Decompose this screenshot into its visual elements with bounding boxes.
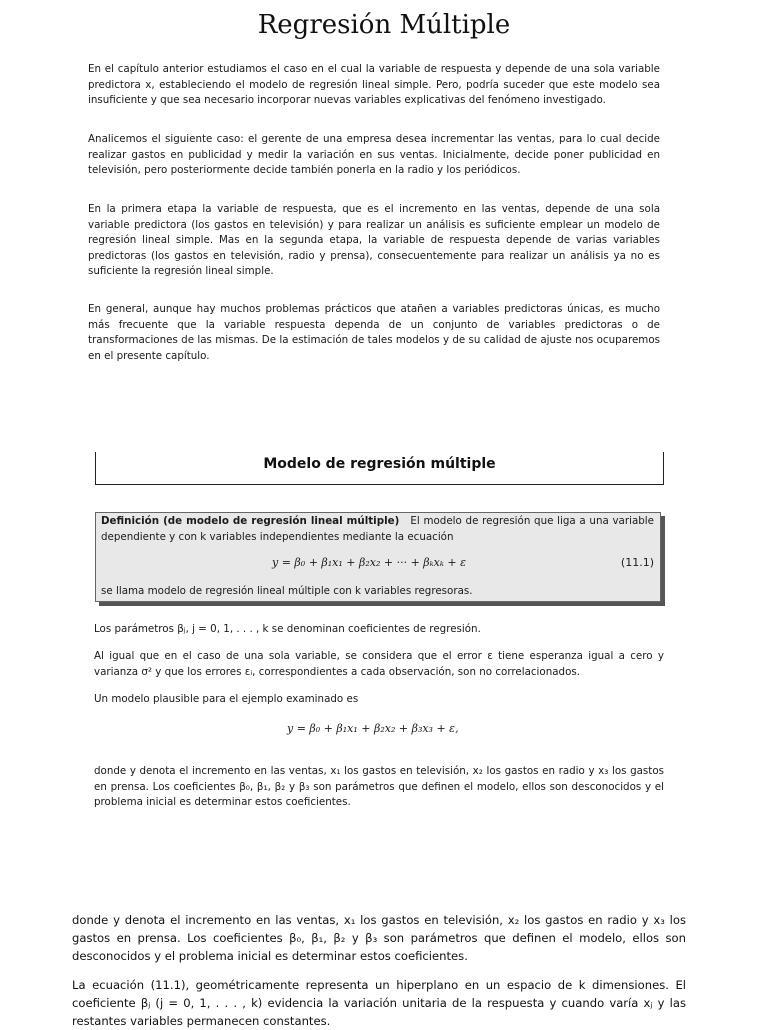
definition-heading: Definición (de modelo de regresión lineal múltiple) [101,515,400,527]
definition-text-2: se llama modelo de regresión lineal múltiple con k variables regresoras. [101,585,473,597]
body-paragraph-parameters: Los parámetros βⱼ, j = 0, 1, . . . , k se denominan coeficientes de regresión. [94,623,481,635]
intro-paragraph-3: En la primera etapa la variable de respuesta, que es el incremento en las ventas, depende de una sola variable predictora (los gastos en televisión) y para realizar un análisis es suficiente emplear un modelo de regresión lineal simple. Mas en la segunda etapa, la variable de respuesta depende de varias variables predictoras (los gastos en televisión, radio y prensa), consecuentemente para realizar un análisis ya no es suficiente la regresión lineal simple. [88,203,660,277]
intro-paragraph-2: Analicemos el siguiente caso: el gerente de una empresa desea incrementar las ventas, para lo cual decide realizar gastos en publicidad y medir la variación en sus ventas. Inicialmente, decide poner publicidad en televisión, pero posteriormente decide también ponerla en la radio y los periódicos. [88,133,660,176]
bottom-paragraph-hyperplane: La ecuación (11.1), geométricamente representa un hiperplano en un espacio de k dimensiones. El coeficiente βⱼ (j = 0, 1, . . . , k) evidencia la variación unitaria de la respuesta y cuando varía xⱼ y las restantes variables permanecen constantes. [72,978,686,1028]
body-paragraph-model-intro: Un modelo plausible para el ejemplo examinado es [94,693,359,705]
body-paragraph-error: Al igual que en el caso de una sola variable, se considera que el error ε tiene esperanza igual a cero y varianza σ² y que los errores εᵢ, correspondientes a cada observación, son no correlacionados. [94,650,664,678]
page-title: Regresión Múltiple [257,10,511,40]
section-title: Modelo de regresión múltiple [263,456,496,472]
model-equation: y = β₀ + β₁x₁ + β₂x₂ + β₃x₃ + ε, [287,722,459,735]
bottom-paragraph-variables: donde y denota el incremento en las ventas, x₁ los gastos en televisión, x₂ los gastos en radio y x₃ los gastos en prensa. Los coeficientes β₀, β₁, β₂ y β₃ son parámetros que definen el modelo, ellos son desconocidos y el problema inicial es determinar estos coeficientes. [72,913,686,963]
definition-intro [101,514,654,545]
intro-paragraph-4: En general, aunque hay muchos problemas prácticos que atañen a variables predictoras únicas, es mucho más frecuente que la variable respuesta dependa de un conjunto de variables predictoras o de transformaciones de las mismas. De la estimación de tales modelos y de su calidad de ajuste nos ocuparemos en el presente capítulo. [88,303,660,362]
definition-box [95,512,661,602]
body-paragraph-variables: donde y denota el incremento en las ventas, x₁ los gastos en televisión, x₂ los gastos en radio y x₃ los gastos en prensa. Los coeficientes β₀, β₁, β₂ y β₃ son parámetros que definen el modelo, ellos son desconocidos y el problema inicial es determinar estos coeficientes. [94,765,664,808]
definition-equation: y = β₀ + β₁x₁ + β₂x₂ + ··· + βₖxₖ + ε [272,556,466,569]
definition-text-1: El modelo de regresión que liga a una variable dependiente y con k variables independientes mediante la ecuación [101,515,655,543]
equation-number: (11.1) [620,556,654,569]
intro-paragraph-1: En el capítulo anterior estudiamos el caso en el cual la variable de respuesta y depende de una sola variable predictora x, estableciendo el modelo de regresión lineal simple. Pero, podría suceder que este modelo sea insuficiente y que sea necesario incorporar nuevas variables explicativas del fenómeno investigado. [88,63,660,106]
